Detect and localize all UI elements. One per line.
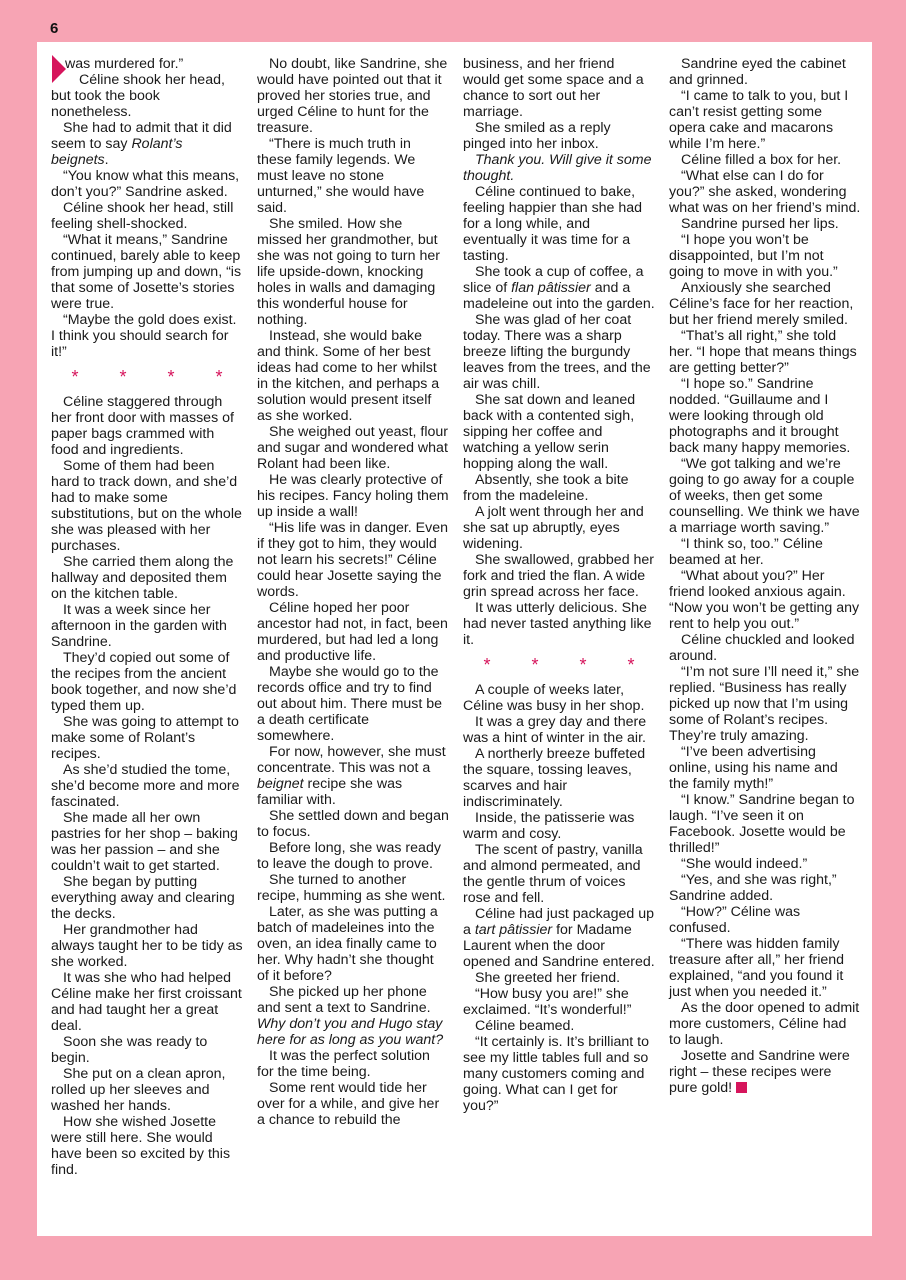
paragraph: “His life was in danger. Even if they got to him, they would not learn his secrets!” Céline could hear Josette saying the words. [257, 520, 449, 600]
paragraph: A couple of weeks later, Céline was busy in her shop. [463, 682, 645, 714]
paragraph: She greeted her friend. [475, 970, 621, 986]
paragraph: “What about you?” Her friend looked anxious again. “Now you won’t be getting any rent to help you out.” [669, 568, 860, 632]
paragraph: The scent of pastry, vanilla and almond permeated, and the gentle thrum of voices rose and fell. [463, 842, 643, 906]
paragraph: Later, as she was putting a batch of madeleines into the oven, an idea finally came to her. Why hadn’t she thought of it before? [257, 904, 438, 984]
paragraph: She weighed out yeast, flour and sugar and wondered what Rolant had been like. [257, 424, 449, 472]
paragraph: “She would indeed.” [681, 856, 808, 872]
paragraph: She put on a clean apron, rolled up her sleeves and washed her hands. [51, 1066, 226, 1114]
paragraph: “I think so, too.” Céline beamed at her. [669, 536, 823, 568]
paragraph: Céline beamed. [475, 1018, 575, 1034]
paragraph: A northerly breeze buffeted the square, tossing leaves, scarves and hair indiscriminately. [463, 746, 646, 810]
paragraph: “It certainly is. It’s brilliant to see my little tables full and so many customers coming and going. What can I get for you?” [463, 1034, 649, 1114]
paragraph: “Yes, and she was right,” Sandrine added. [669, 872, 837, 904]
paragraph: Maybe she would go to the records office and try to find out about him. There must be a death certificate somewhere. [257, 664, 443, 744]
paragraph: “There is much truth in these family legends. We must leave no stone unturned,” she would have said. [257, 136, 425, 216]
paragraph: “I know.” Sandrine began to laugh. “I’ve seen it on Facebook. Josette would be thrilled!” [669, 792, 855, 856]
paragraph: Céline had just packaged up a tart pâtissier for Madame Laurent when the door opened and Sandrine entered. [463, 906, 655, 970]
paragraph: Josette and Sandrine were right – these recipes were pure gold! [669, 1048, 850, 1096]
paragraph: Sandrine eyed the cabinet and grinned. [669, 56, 846, 88]
column-4 [669, 56, 861, 1096]
paragraph: She had to admit that it did seem to say Rolant’s beignets. [51, 120, 232, 168]
paragraph: She smiled. How she missed her grandmother, but she was not going to turn her life upside-down, knocking holes in walls and damaging this wonderful house for nothing. [257, 216, 440, 328]
paragraph: Céline shook her head, still feeling shell-shocked. [51, 200, 234, 232]
section-break-stars: * * * * [71, 367, 241, 387]
paragraph: Instead, she would bake and think. Some of her best ideas had come to her whilst in the kitchen, and perhaps a solution would present itself as she worked. [257, 328, 440, 424]
paragraph: “I came to talk to you, but I can’t resist getting some opera cake and macarons while I’m here.” [669, 88, 849, 152]
paragraph: “I’m not sure I’ll need it,” she replied. “Business has really picked up now that I’m using some of Rolant’s recipes. They’re truly amazing. [669, 664, 860, 744]
paragraph: It was a week since her afternoon in the garden with Sandrine. [51, 602, 227, 650]
paragraph: business, and her friend would get some space and a chance to sort out her marriage. [463, 56, 644, 120]
paragraph: “What else can I do for you?” she asked, wondering what was on her friend’s mind. [669, 168, 861, 216]
paragraph: “I hope so.” Sandrine nodded. “Guillaume and I were looking through old photographs and it brought back many happy memories. [669, 376, 851, 456]
paragraph: “What it means,” Sandrine continued, barely able to keep from jumping up and down, “is that some of Josette’s stories were true. [51, 232, 242, 312]
story-panel [37, 42, 872, 1236]
paragraph: Soon she was ready to begin. [51, 1034, 208, 1066]
paragraph: It was a grey day and there was a hint of winter in the air. [463, 714, 647, 746]
paragraph: Sandrine pursed her lips. [681, 216, 839, 232]
paragraph: “That’s all right,” she told her. “I hope that means things are getting better?” [669, 328, 857, 376]
paragraph: Céline hoped her poor ancestor had not, in fact, been murdered, but had led a long and productive life. [257, 600, 448, 664]
paragraph: She smiled as a reply pinged into her inbox. [463, 120, 611, 152]
paragraph: It was utterly delicious. She had never tasted anything like it. [463, 600, 652, 648]
paragraph: She settled down and began to focus. [257, 808, 449, 840]
paragraph: “I hope you won’t be disappointed, but I’m not going to move in with you.” [669, 232, 838, 280]
paragraph: “You know what this means, don’t you?” Sandrine asked. [51, 168, 240, 200]
paragraph: She was glad of her coat today. There was a sharp breeze lifting the burgundy leaves from the trees, and the air was chill. [463, 312, 651, 392]
paragraph: Before long, she was ready to leave the dough to prove. [257, 840, 441, 872]
paragraph: Anxiously she searched Céline’s face for her reaction, but her friend merely smiled. [669, 280, 854, 328]
text-message: Thank you. Will give it some thought. [463, 152, 652, 184]
paragraph: Céline shook her head, but took the book nonetheless. [51, 72, 225, 120]
paragraph: They’d copied out some of the recipes from the ancient book together, and now she’d typed them up. [51, 650, 237, 714]
paragraph: Céline chuckled and looked around. [669, 632, 855, 664]
paragraph: She sat down and leaned back with a contented sigh, sipping her coffee and watching a yellow serin hopping along the wall. [463, 392, 636, 472]
paragraph: She took a cup of coffee, a slice of flan pâtissier and a madeleine out into the garden. [463, 264, 655, 312]
paragraph: Inside, the patisserie was warm and cosy. [463, 810, 635, 842]
paragraph: Céline continued to bake, feeling happier than she had for a long while, and eventually it was time for a tasting. [463, 184, 643, 264]
paragraph: Absently, she took a bite from the madeleine. [463, 472, 629, 504]
section-break-stars: * * * * [483, 655, 653, 675]
paragraph: For now, however, she must concentrate. This was not a beignet recipe she was familiar with. [257, 744, 446, 808]
paragraph: A jolt went through her and she sat up abruptly, eyes widening. [463, 504, 644, 552]
paragraph: She made all her own pastries for her shop – baking was her passion – and she couldn’t wait to get started. [51, 810, 238, 874]
paragraph: Some of them had been hard to track down, and she’d had to make some substitutions, but on the whole she was pleased with her purchases. [51, 458, 242, 554]
column-3 [463, 56, 655, 1114]
paragraph: Céline filled a box for her. [681, 152, 842, 168]
paragraph: She turned to another recipe, humming as she went. [257, 872, 446, 904]
paragraph: It was she who had helped Céline make her first croissant and had taught her a great deal. [51, 970, 242, 1034]
paragraph: It was the perfect solution for the time being. [257, 1048, 430, 1080]
paragraph: “There was hidden family treasure after all,” her friend explained, “and you found it just when you needed it.” [669, 936, 845, 1000]
paragraph: She was going to attempt to make some of Rolant’s recipes. [51, 714, 239, 762]
paragraph: “I’ve been advertising online, using his name and the family myth!” [669, 744, 838, 792]
paragraph: “Maybe the gold does exist. I think you should search for it!” [51, 312, 237, 360]
paragraph: “How?” Céline was confused. [669, 904, 801, 936]
column-2 [257, 56, 449, 1128]
paragraph: As she’d studied the tome, she’d become more and more fascinated. [51, 762, 240, 810]
paragraph: was murdered for.” [65, 56, 184, 72]
paragraph: Céline staggered through her front door with masses of paper bags crammed with food and ingredients. [51, 394, 234, 458]
paragraph: As the door opened to admit more customers, Céline had to laugh. [669, 1000, 860, 1048]
paragraph: Her grandmother had always taught her to be tidy as she worked. [51, 922, 243, 970]
page-number: 6 [50, 20, 59, 37]
paragraph: She carried them along the hallway and deposited them on the kitchen table. [51, 554, 234, 602]
paragraph: He was clearly protective of his recipes. Fancy holing them up inside a wall! [257, 472, 449, 520]
end-mark-icon [736, 1082, 747, 1093]
paragraph: How she wished Josette were still here. She would have been so excited by this find. [51, 1114, 231, 1178]
paragraph: “How busy you are!” she exclaimed. “It’s wonderful!” [463, 986, 632, 1018]
paragraph: She swallowed, grabbed her fork and tried the flan. A wide grin spread across her face. [463, 552, 655, 600]
paragraph: She picked up her phone and sent a text to Sandrine. [257, 984, 431, 1016]
text-message: Why don’t you and Hugo stay here for as long as you want? [257, 1016, 444, 1048]
paragraph: Some rent would tide her over for a while, and give her a chance to rebuild the [257, 1080, 440, 1128]
paragraph: “We got talking and we’re going to go away for a couple of weeks, then get some counselling. We think we have a marriage worth saving.” [669, 456, 860, 536]
column-1 [51, 56, 243, 1178]
paragraph: She began by putting everything away and clearing the decks. [51, 874, 235, 922]
paragraph: No doubt, like Sandrine, she would have pointed out that it proved her stories true, and urged Céline to hunt for the treasure. [257, 56, 448, 136]
